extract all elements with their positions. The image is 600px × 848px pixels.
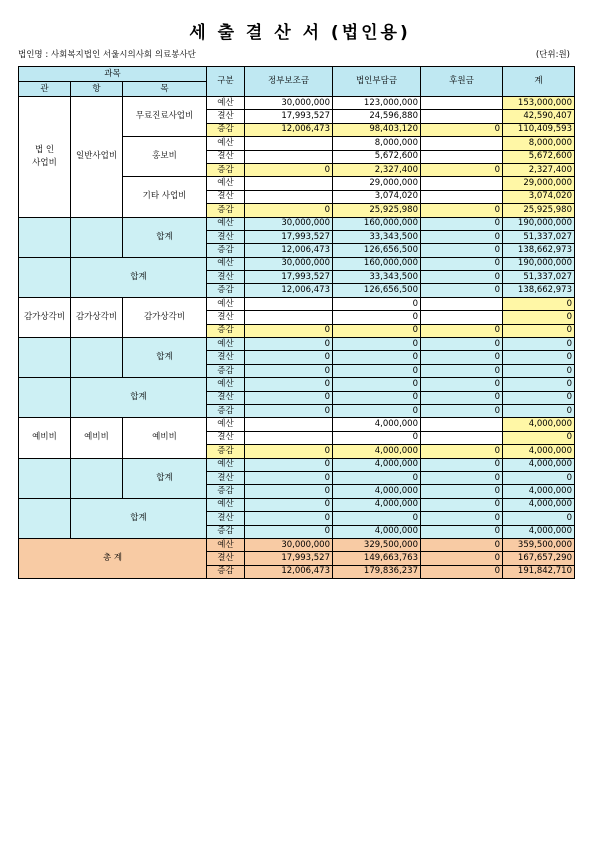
gov-cell: 30,000,000 [245, 538, 333, 551]
corp-cell: 4,000,000 [333, 458, 421, 471]
total-cell: 359,500,000 [503, 538, 575, 551]
gov-cell: 12,006,473 [245, 284, 333, 297]
header-gubun: 구분 [207, 67, 245, 97]
gov-cell: 0 [245, 378, 333, 391]
corp-cell: 0 [333, 378, 421, 391]
expenditure-table [18, 66, 575, 579]
donation-cell: 0 [421, 525, 503, 538]
mok-label: 무료진료사업비 [123, 97, 207, 137]
total-cell: 0 [503, 512, 575, 525]
gov-cell: 0 [245, 351, 333, 364]
donation-cell: 0 [421, 271, 503, 284]
donation-cell: 0 [421, 217, 503, 230]
corp-cell: 2,327,400 [333, 163, 421, 176]
corp-cell: 0 [333, 324, 421, 337]
gubun-cell: 예산 [207, 137, 245, 150]
total-cell: 0 [503, 351, 575, 364]
hang-label: 일반사업비 [71, 97, 123, 218]
corp-cell: 98,403,120 [333, 123, 421, 136]
unit-label: (단위:원) [535, 50, 570, 60]
corp-cell: 33,343,500 [333, 271, 421, 284]
table-row [19, 97, 575, 110]
donation-cell [421, 418, 503, 431]
gov-cell: 0 [245, 485, 333, 498]
donation-cell: 0 [421, 324, 503, 337]
gubun-cell: 결산 [207, 431, 245, 444]
corp-cell: 29,000,000 [333, 177, 421, 190]
header-hang: 항 [71, 82, 123, 97]
corp-cell: 4,000,000 [333, 485, 421, 498]
table-row [19, 257, 575, 270]
gwan-label: 법 인 사업비 [19, 97, 71, 218]
corp-cell: 0 [333, 351, 421, 364]
corp-cell: 126,656,500 [333, 284, 421, 297]
corp-cell: 0 [333, 404, 421, 417]
table-row [19, 418, 575, 431]
gubun-cell: 증감 [207, 204, 245, 217]
total-cell: 0 [503, 431, 575, 444]
corp-cell: 25,925,980 [333, 204, 421, 217]
gubun-cell: 예산 [207, 538, 245, 551]
total-cell: 4,000,000 [503, 445, 575, 458]
donation-cell: 0 [421, 284, 503, 297]
total-cell: 8,000,000 [503, 137, 575, 150]
donation-cell: 0 [421, 163, 503, 176]
gubun-cell: 증감 [207, 284, 245, 297]
gubun-cell: 증감 [207, 163, 245, 176]
donation-cell [421, 190, 503, 203]
gov-cell: 30,000,000 [245, 217, 333, 230]
gov-cell: 0 [245, 458, 333, 471]
gubun-cell: 결산 [207, 351, 245, 364]
gov-cell [245, 297, 333, 310]
donation-cell [421, 431, 503, 444]
donation-cell: 0 [421, 123, 503, 136]
blank-cell [19, 257, 71, 297]
gov-cell: 12,006,473 [245, 565, 333, 578]
gubun-cell: 증감 [207, 244, 245, 257]
blank-cell [19, 217, 71, 257]
donation-cell [421, 110, 503, 123]
gubun-cell: 결산 [207, 230, 245, 243]
donation-cell: 0 [421, 458, 503, 471]
gubun-cell: 예산 [207, 97, 245, 110]
table-row [19, 538, 575, 551]
total-cell: 4,000,000 [503, 498, 575, 511]
hang-label: 예비비 [71, 418, 123, 458]
corp-cell: 4,000,000 [333, 525, 421, 538]
gwan-label: 예비비 [19, 418, 71, 458]
total-cell: 2,327,400 [503, 163, 575, 176]
table-row [19, 217, 575, 230]
donation-cell: 0 [421, 445, 503, 458]
gubun-cell: 증감 [207, 485, 245, 498]
gov-cell: 12,006,473 [245, 244, 333, 257]
header-corp: 법인부담금 [333, 67, 421, 97]
gov-cell: 17,993,527 [245, 110, 333, 123]
gov-cell: 0 [245, 512, 333, 525]
corp-cell: 33,343,500 [333, 230, 421, 243]
gov-cell [245, 418, 333, 431]
gov-cell: 30,000,000 [245, 97, 333, 110]
total-cell: 3,074,020 [503, 190, 575, 203]
gov-cell: 0 [245, 163, 333, 176]
hang-label: 감가상각비 [71, 297, 123, 337]
gov-cell: 0 [245, 445, 333, 458]
gubun-cell: 증감 [207, 324, 245, 337]
gov-cell: 0 [245, 204, 333, 217]
corp-cell: 329,500,000 [333, 538, 421, 551]
gov-cell [245, 137, 333, 150]
total-cell: 0 [503, 404, 575, 417]
header-gwan: 관 [19, 82, 71, 97]
table-row [19, 498, 575, 511]
table-row [19, 458, 575, 471]
table-row [19, 297, 575, 310]
gov-cell: 0 [245, 391, 333, 404]
donation-cell: 0 [421, 230, 503, 243]
total-cell: 4,000,000 [503, 485, 575, 498]
subtotal-label: 합계 [123, 458, 207, 498]
total-cell: 0 [503, 391, 575, 404]
table-row [19, 338, 575, 351]
gubun-cell: 결산 [207, 150, 245, 163]
gwan-label: 감가상각비 [19, 297, 71, 337]
donation-cell: 0 [421, 538, 503, 551]
total-cell: 25,925,980 [503, 204, 575, 217]
gov-cell: 0 [245, 364, 333, 377]
total-cell: 51,337,027 [503, 230, 575, 243]
subtotal-label: 합계 [123, 338, 207, 378]
gubun-cell: 결산 [207, 471, 245, 484]
total-cell: 153,000,000 [503, 97, 575, 110]
donation-cell: 0 [421, 391, 503, 404]
corp-cell: 4,000,000 [333, 445, 421, 458]
gov-cell: 0 [245, 324, 333, 337]
total-cell: 4,000,000 [503, 525, 575, 538]
gubun-cell: 결산 [207, 552, 245, 565]
blank-cell [71, 338, 123, 378]
donation-cell [421, 137, 503, 150]
total-cell: 0 [503, 297, 575, 310]
corp-cell: 0 [333, 391, 421, 404]
donation-cell: 0 [421, 204, 503, 217]
gov-cell: 0 [245, 404, 333, 417]
corp-cell: 8,000,000 [333, 137, 421, 150]
donation-cell: 0 [421, 244, 503, 257]
gov-cell: 17,993,527 [245, 552, 333, 565]
total-cell: 51,337,027 [503, 271, 575, 284]
total-cell: 0 [503, 311, 575, 324]
corp-cell: 0 [333, 364, 421, 377]
gov-cell: 0 [245, 471, 333, 484]
gubun-cell: 증감 [207, 364, 245, 377]
corp-cell: 160,000,000 [333, 217, 421, 230]
gubun-cell: 예산 [207, 498, 245, 511]
gubun-cell: 결산 [207, 110, 245, 123]
mok-label: 홍보비 [123, 137, 207, 177]
gubun-cell: 증감 [207, 123, 245, 136]
donation-cell: 0 [421, 257, 503, 270]
donation-cell: 0 [421, 485, 503, 498]
page-title: 세 출 결 산 서 (법인용) [189, 23, 411, 43]
gov-cell [245, 431, 333, 444]
blank-cell [19, 338, 71, 378]
corp-cell: 160,000,000 [333, 257, 421, 270]
blank-cell [19, 498, 71, 538]
corp-cell: 0 [333, 431, 421, 444]
gov-cell: 30,000,000 [245, 257, 333, 270]
subtotal-label: 합계 [123, 217, 207, 257]
donation-cell [421, 311, 503, 324]
gubun-cell: 증감 [207, 445, 245, 458]
mok-label: 감가상각비 [123, 297, 207, 337]
donation-cell [421, 297, 503, 310]
donation-cell: 0 [421, 471, 503, 484]
corp-cell: 3,074,020 [333, 190, 421, 203]
grand-total-label: 총 계 [19, 538, 207, 578]
table-row [19, 378, 575, 391]
blank-cell [19, 378, 71, 418]
gov-cell: 0 [245, 338, 333, 351]
blank-cell [71, 458, 123, 498]
gubun-cell: 증감 [207, 525, 245, 538]
gov-cell [245, 150, 333, 163]
corp-cell: 123,000,000 [333, 97, 421, 110]
header-donation: 후원금 [421, 67, 503, 97]
gubun-cell: 결산 [207, 391, 245, 404]
blank-cell [19, 458, 71, 498]
corp-cell: 0 [333, 311, 421, 324]
total-cell: 167,657,290 [503, 552, 575, 565]
gubun-cell: 예산 [207, 177, 245, 190]
gubun-cell: 예산 [207, 217, 245, 230]
blank-cell [71, 217, 123, 257]
total-cell: 0 [503, 471, 575, 484]
total-cell: 4,000,000 [503, 458, 575, 471]
subtotal-label: 합계 [71, 498, 207, 538]
donation-cell [421, 177, 503, 190]
gov-cell [245, 177, 333, 190]
corp-cell: 4,000,000 [333, 498, 421, 511]
corp-cell: 149,663,763 [333, 552, 421, 565]
donation-cell: 0 [421, 404, 503, 417]
gubun-cell: 예산 [207, 378, 245, 391]
corp-cell: 0 [333, 512, 421, 525]
gubun-cell: 예산 [207, 297, 245, 310]
donation-cell: 0 [421, 552, 503, 565]
donation-cell: 0 [421, 565, 503, 578]
corp-cell: 126,656,500 [333, 244, 421, 257]
corp-cell: 0 [333, 297, 421, 310]
header-category: 과목 [19, 67, 207, 82]
mok-label: 예비비 [123, 418, 207, 458]
corp-cell: 0 [333, 471, 421, 484]
gov-cell [245, 311, 333, 324]
donation-cell: 0 [421, 351, 503, 364]
donation-cell: 0 [421, 378, 503, 391]
corp-cell: 4,000,000 [333, 418, 421, 431]
gubun-cell: 결산 [207, 311, 245, 324]
mok-label: 기타 사업비 [123, 177, 207, 217]
total-cell: 190,000,000 [503, 257, 575, 270]
gov-cell: 17,993,527 [245, 230, 333, 243]
header-mok: 목 [123, 82, 207, 97]
total-cell: 0 [503, 364, 575, 377]
gov-cell: 0 [245, 525, 333, 538]
subtotal-label: 합계 [71, 378, 207, 418]
donation-cell [421, 97, 503, 110]
organization-name: 법인명 : 사회복지법인 서울시의사회 의료봉사단 [18, 50, 196, 60]
corp-cell: 5,672,600 [333, 150, 421, 163]
donation-cell: 0 [421, 364, 503, 377]
corp-cell: 24,596,880 [333, 110, 421, 123]
total-cell: 191,842,710 [503, 565, 575, 578]
header-gov: 정부보조금 [245, 67, 333, 97]
corp-cell: 0 [333, 338, 421, 351]
donation-cell: 0 [421, 512, 503, 525]
gubun-cell: 예산 [207, 338, 245, 351]
total-cell: 0 [503, 338, 575, 351]
donation-cell [421, 150, 503, 163]
total-cell: 0 [503, 324, 575, 337]
total-cell: 5,672,600 [503, 150, 575, 163]
gubun-cell: 증감 [207, 565, 245, 578]
gov-cell [245, 190, 333, 203]
gubun-cell: 증감 [207, 404, 245, 417]
total-cell: 4,000,000 [503, 418, 575, 431]
gubun-cell: 결산 [207, 512, 245, 525]
donation-cell: 0 [421, 498, 503, 511]
total-cell: 138,662,973 [503, 284, 575, 297]
gubun-cell: 예산 [207, 418, 245, 431]
gov-cell: 0 [245, 498, 333, 511]
subtotal-label: 합계 [71, 257, 207, 297]
total-cell: 0 [503, 378, 575, 391]
gubun-cell: 결산 [207, 271, 245, 284]
total-cell: 110,409,593 [503, 123, 575, 136]
total-cell: 29,000,000 [503, 177, 575, 190]
total-cell: 190,000,000 [503, 217, 575, 230]
gubun-cell: 예산 [207, 458, 245, 471]
total-cell: 138,662,973 [503, 244, 575, 257]
total-cell: 42,590,407 [503, 110, 575, 123]
donation-cell: 0 [421, 338, 503, 351]
header-total: 계 [503, 67, 575, 97]
gubun-cell: 예산 [207, 257, 245, 270]
gubun-cell: 결산 [207, 190, 245, 203]
gov-cell: 17,993,527 [245, 271, 333, 284]
corp-cell: 179,836,237 [333, 565, 421, 578]
gov-cell: 12,006,473 [245, 123, 333, 136]
